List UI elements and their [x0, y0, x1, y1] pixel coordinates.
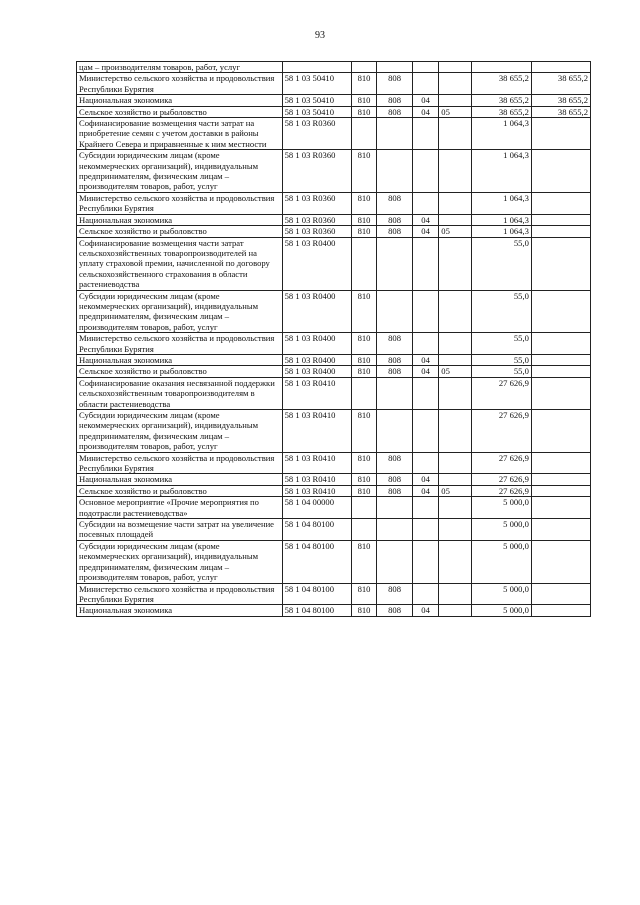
- amount-year2-cell: 38 655,2: [531, 106, 590, 117]
- ministry-code-cell: 810: [351, 192, 376, 214]
- expense-type-cell: [439, 118, 472, 150]
- table-row: [77, 485, 591, 496]
- subsection-code-cell: [412, 62, 438, 73]
- target-article-cell: 58 1 03 R0410: [282, 452, 351, 474]
- table-row: [77, 214, 591, 225]
- amount-year2-cell: 38 655,2: [531, 95, 590, 106]
- subsection-code-cell: [412, 237, 438, 290]
- table-row: [77, 333, 591, 355]
- subsection-code-cell: [412, 540, 438, 583]
- row-name-cell: Сельское хозяйство и рыболовство: [77, 366, 283, 377]
- expense-type-cell: 05: [439, 226, 472, 237]
- table-row: [77, 354, 591, 365]
- row-name-cell: Субсидии юридическим лицам (кроме некоммерческих организаций), индивидуальным предпринимателям, физическим лицам – производителям товаров, работ, услуг: [77, 410, 283, 453]
- amount-year2-cell: [531, 192, 590, 214]
- subsection-code-cell: 04: [412, 226, 438, 237]
- expense-type-cell: [439, 192, 472, 214]
- row-name-cell: Субсидии на возмещение части затрат на увеличение посевных площадей: [77, 519, 283, 541]
- section-code-cell: 808: [377, 366, 413, 377]
- ministry-code-cell: 810: [351, 410, 376, 453]
- table-row: [77, 192, 591, 214]
- subsection-code-cell: [412, 452, 438, 474]
- table-row: [77, 366, 591, 377]
- target-article-cell: 58 1 04 80100: [282, 605, 351, 616]
- subsection-code-cell: [412, 377, 438, 409]
- expense-type-cell: 05: [439, 366, 472, 377]
- amount-year2-cell: [531, 519, 590, 541]
- subsection-code-cell: [412, 519, 438, 541]
- section-code-cell: [377, 290, 413, 333]
- section-code-cell: [377, 519, 413, 541]
- table-row: [77, 497, 591, 519]
- expense-type-cell: [439, 237, 472, 290]
- subsection-code-cell: 04: [412, 106, 438, 117]
- section-code-cell: 808: [377, 95, 413, 106]
- subsection-code-cell: [412, 290, 438, 333]
- ministry-code-cell: 810: [351, 226, 376, 237]
- amount-year1-cell: 27 626,9: [471, 474, 531, 485]
- section-code-cell: [377, 377, 413, 409]
- amount-year1-cell: 5 000,0: [471, 540, 531, 583]
- target-article-cell: 58 1 04 80100: [282, 583, 351, 605]
- subsection-code-cell: [412, 118, 438, 150]
- subsection-code-cell: 04: [412, 354, 438, 365]
- amount-year1-cell: 55,0: [471, 237, 531, 290]
- row-name-cell: Министерство сельского хозяйства и продовольствия Республики Бурятия: [77, 192, 283, 214]
- amount-year2-cell: [531, 366, 590, 377]
- row-name-cell: Софинансирование возмещения части затрат на приобретение семян с учетом доставки в районы Крайнего Севера и приравненные к ним местности: [77, 118, 283, 150]
- section-code-cell: 808: [377, 583, 413, 605]
- row-name-cell: Национальная экономика: [77, 354, 283, 365]
- table-row: [77, 62, 591, 73]
- section-code-cell: 808: [377, 73, 413, 95]
- ministry-code-cell: [351, 519, 376, 541]
- target-article-cell: [282, 62, 351, 73]
- amount-year2-cell: [531, 485, 590, 496]
- page-number: 93: [315, 30, 325, 41]
- subsection-code-cell: 04: [412, 214, 438, 225]
- amount-year1-cell: 5 000,0: [471, 519, 531, 541]
- expense-type-cell: [439, 290, 472, 333]
- amount-year1-cell: 38 655,2: [471, 106, 531, 117]
- subsection-code-cell: 04: [412, 366, 438, 377]
- table-row: [77, 95, 591, 106]
- target-article-cell: 58 1 03 R0410: [282, 377, 351, 409]
- ministry-code-cell: 810: [351, 214, 376, 225]
- table-row: [77, 226, 591, 237]
- target-article-cell: 58 1 03 R0400: [282, 366, 351, 377]
- expense-type-cell: 05: [439, 485, 472, 496]
- target-article-cell: 58 1 04 00000: [282, 497, 351, 519]
- subsection-code-cell: [412, 583, 438, 605]
- row-name-cell: Национальная экономика: [77, 605, 283, 616]
- table-row: [77, 410, 591, 453]
- amount-year2-cell: 38 655,2: [531, 73, 590, 95]
- amount-year1-cell: 27 626,9: [471, 410, 531, 453]
- ministry-code-cell: 810: [351, 106, 376, 117]
- ministry-code-cell: 810: [351, 583, 376, 605]
- row-name-cell: Основное мероприятие «Прочие мероприятия по подотрасли растениеводства»: [77, 497, 283, 519]
- amount-year2-cell: [531, 540, 590, 583]
- row-name-cell: Субсидии юридическим лицам (кроме некоммерческих организаций), индивидуальным предпринимателям, физическим лицам – производителям товаров, работ, услуг: [77, 290, 283, 333]
- section-code-cell: 808: [377, 192, 413, 214]
- table-row: [77, 237, 591, 290]
- expense-type-cell: [439, 410, 472, 453]
- ministry-code-cell: [351, 497, 376, 519]
- ministry-code-cell: 810: [351, 150, 376, 193]
- amount-year1-cell: 5 000,0: [471, 605, 531, 616]
- row-name-cell: Национальная экономика: [77, 95, 283, 106]
- ministry-code-cell: 810: [351, 605, 376, 616]
- subsection-code-cell: 04: [412, 605, 438, 616]
- amount-year1-cell: 1 064,3: [471, 214, 531, 225]
- expense-type-cell: 05: [439, 106, 472, 117]
- row-name-cell: Сельское хозяйство и рыболовство: [77, 106, 283, 117]
- expense-type-cell: [439, 333, 472, 355]
- target-article-cell: 58 1 03 R0410: [282, 474, 351, 485]
- section-code-cell: 808: [377, 485, 413, 496]
- section-code-cell: [377, 497, 413, 519]
- target-article-cell: 58 1 04 80100: [282, 519, 351, 541]
- ministry-code-cell: 810: [351, 333, 376, 355]
- expense-type-cell: [439, 583, 472, 605]
- row-name-cell: Сельское хозяйство и рыболовство: [77, 485, 283, 496]
- target-article-cell: 58 1 03 R0360: [282, 150, 351, 193]
- row-name-cell: Министерство сельского хозяйства и продовольствия Республики Бурятия: [77, 452, 283, 474]
- expense-type-cell: [439, 73, 472, 95]
- table-row: [77, 605, 591, 616]
- subsection-code-cell: 04: [412, 474, 438, 485]
- amount-year2-cell: [531, 354, 590, 365]
- target-article-cell: 58 1 03 R0360: [282, 226, 351, 237]
- section-code-cell: [377, 540, 413, 583]
- section-code-cell: 808: [377, 605, 413, 616]
- table-row: [77, 474, 591, 485]
- ministry-code-cell: 810: [351, 354, 376, 365]
- row-name-cell: Министерство сельского хозяйства и продовольствия Республики Бурятия: [77, 583, 283, 605]
- expense-type-cell: [439, 497, 472, 519]
- expense-type-cell: [439, 605, 472, 616]
- amount-year1-cell: 55,0: [471, 290, 531, 333]
- section-code-cell: [377, 118, 413, 150]
- ministry-code-cell: 810: [351, 452, 376, 474]
- expense-type-cell: [439, 540, 472, 583]
- subsection-code-cell: 04: [412, 95, 438, 106]
- amount-year1-cell: 1 064,3: [471, 118, 531, 150]
- amount-year1-cell: 1 064,3: [471, 192, 531, 214]
- amount-year2-cell: [531, 583, 590, 605]
- ministry-code-cell: 810: [351, 95, 376, 106]
- target-article-cell: 58 1 03 R0400: [282, 354, 351, 365]
- ministry-code-cell: 810: [351, 540, 376, 583]
- amount-year1-cell: 55,0: [471, 333, 531, 355]
- amount-year1-cell: 27 626,9: [471, 452, 531, 474]
- amount-year2-cell: [531, 62, 590, 73]
- table-row: [77, 118, 591, 150]
- amount-year2-cell: [531, 377, 590, 409]
- target-article-cell: 58 1 03 R0360: [282, 214, 351, 225]
- amount-year1-cell: 27 626,9: [471, 485, 531, 496]
- ministry-code-cell: 810: [351, 485, 376, 496]
- target-article-cell: 58 1 03 50410: [282, 73, 351, 95]
- expense-type-cell: [439, 62, 472, 73]
- expense-type-cell: [439, 377, 472, 409]
- row-name-cell: Национальная экономика: [77, 214, 283, 225]
- row-name-cell: Сельское хозяйство и рыболовство: [77, 226, 283, 237]
- expense-type-cell: [439, 354, 472, 365]
- section-code-cell: [377, 237, 413, 290]
- ministry-code-cell: 810: [351, 290, 376, 333]
- amount-year2-cell: [531, 150, 590, 193]
- amount-year1-cell: 27 626,9: [471, 377, 531, 409]
- row-name-cell: Софинансирование оказания несвязанной поддержки сельскохозяйственным товаропроизводителям в области растениеводства: [77, 377, 283, 409]
- section-code-cell: 808: [377, 333, 413, 355]
- amount-year1-cell: 38 655,2: [471, 73, 531, 95]
- row-name-cell: Национальная экономика: [77, 474, 283, 485]
- table-row: [77, 290, 591, 333]
- target-article-cell: 58 1 03 R0360: [282, 192, 351, 214]
- table-row: [77, 583, 591, 605]
- ministry-code-cell: 810: [351, 366, 376, 377]
- section-code-cell: 808: [377, 214, 413, 225]
- amount-year1-cell: 5 000,0: [471, 497, 531, 519]
- ministry-code-cell: [351, 237, 376, 290]
- amount-year2-cell: [531, 214, 590, 225]
- table-row: [77, 519, 591, 541]
- section-code-cell: [377, 150, 413, 193]
- row-name-cell: Субсидии юридическим лицам (кроме некоммерческих организаций), индивидуальным предпринимателям, физическим лицам – производителям товаров, работ, услуг: [77, 540, 283, 583]
- budget-table-body: [77, 62, 591, 617]
- table-row: [77, 540, 591, 583]
- ministry-code-cell: 810: [351, 474, 376, 485]
- row-name-cell: Министерство сельского хозяйства и продовольствия Республики Бурятия: [77, 73, 283, 95]
- amount-year2-cell: [531, 333, 590, 355]
- table-row: [77, 150, 591, 193]
- target-article-cell: 58 1 03 50410: [282, 95, 351, 106]
- section-code-cell: 808: [377, 354, 413, 365]
- budget-table: [76, 61, 591, 617]
- section-code-cell: 808: [377, 226, 413, 237]
- amount-year2-cell: [531, 474, 590, 485]
- row-name-cell: Министерство сельского хозяйства и продовольствия Республики Бурятия: [77, 333, 283, 355]
- subsection-code-cell: [412, 150, 438, 193]
- amount-year2-cell: [531, 226, 590, 237]
- section-code-cell: 808: [377, 452, 413, 474]
- ministry-code-cell: [351, 377, 376, 409]
- target-article-cell: 58 1 03 R0410: [282, 485, 351, 496]
- amount-year2-cell: [531, 290, 590, 333]
- subsection-code-cell: [412, 333, 438, 355]
- target-article-cell: 58 1 03 R0400: [282, 333, 351, 355]
- amount-year2-cell: [531, 452, 590, 474]
- expense-type-cell: [439, 150, 472, 193]
- target-article-cell: 58 1 03 R0400: [282, 237, 351, 290]
- target-article-cell: 58 1 03 R0400: [282, 290, 351, 333]
- ministry-code-cell: 810: [351, 73, 376, 95]
- subsection-code-cell: [412, 410, 438, 453]
- section-code-cell: 808: [377, 106, 413, 117]
- section-code-cell: [377, 410, 413, 453]
- subsection-code-cell: [412, 192, 438, 214]
- expense-type-cell: [439, 452, 472, 474]
- target-article-cell: 58 1 03 R0360: [282, 118, 351, 150]
- table-row: [77, 377, 591, 409]
- row-name-cell: цам – производителям товаров, работ, услуг: [77, 62, 283, 73]
- subsection-code-cell: [412, 497, 438, 519]
- expense-type-cell: [439, 519, 472, 541]
- table-row: [77, 73, 591, 95]
- ministry-code-cell: [351, 118, 376, 150]
- expense-type-cell: [439, 214, 472, 225]
- target-article-cell: 58 1 04 80100: [282, 540, 351, 583]
- amount-year2-cell: [531, 605, 590, 616]
- amount-year2-cell: [531, 118, 590, 150]
- expense-type-cell: [439, 474, 472, 485]
- table-row: [77, 106, 591, 117]
- amount-year1-cell: 38 655,2: [471, 95, 531, 106]
- section-code-cell: 808: [377, 474, 413, 485]
- amount-year1-cell: 1 064,3: [471, 150, 531, 193]
- amount-year2-cell: [531, 410, 590, 453]
- subsection-code-cell: 04: [412, 485, 438, 496]
- amount-year1-cell: 1 064,3: [471, 226, 531, 237]
- amount-year1-cell: 55,0: [471, 354, 531, 365]
- row-name-cell: Софинансирование возмещения части затрат сельскохозяйственных товаропроизводителей на уплату страховой премии, начисленной по договору сельскохозяйственного страхования в области растениеводства: [77, 237, 283, 290]
- row-name-cell: Субсидии юридическим лицам (кроме некоммерческих организаций), индивидуальным предпринимателям, физическим лицам – производителям товаров, работ, услуг: [77, 150, 283, 193]
- subsection-code-cell: [412, 73, 438, 95]
- amount-year1-cell: 5 000,0: [471, 583, 531, 605]
- ministry-code-cell: [351, 62, 376, 73]
- target-article-cell: 58 1 03 50410: [282, 106, 351, 117]
- section-code-cell: [377, 62, 413, 73]
- expense-type-cell: [439, 95, 472, 106]
- amount-year2-cell: [531, 237, 590, 290]
- amount-year2-cell: [531, 497, 590, 519]
- amount-year1-cell: 55,0: [471, 366, 531, 377]
- table-row: [77, 452, 591, 474]
- amount-year1-cell: [471, 62, 531, 73]
- target-article-cell: 58 1 03 R0410: [282, 410, 351, 453]
